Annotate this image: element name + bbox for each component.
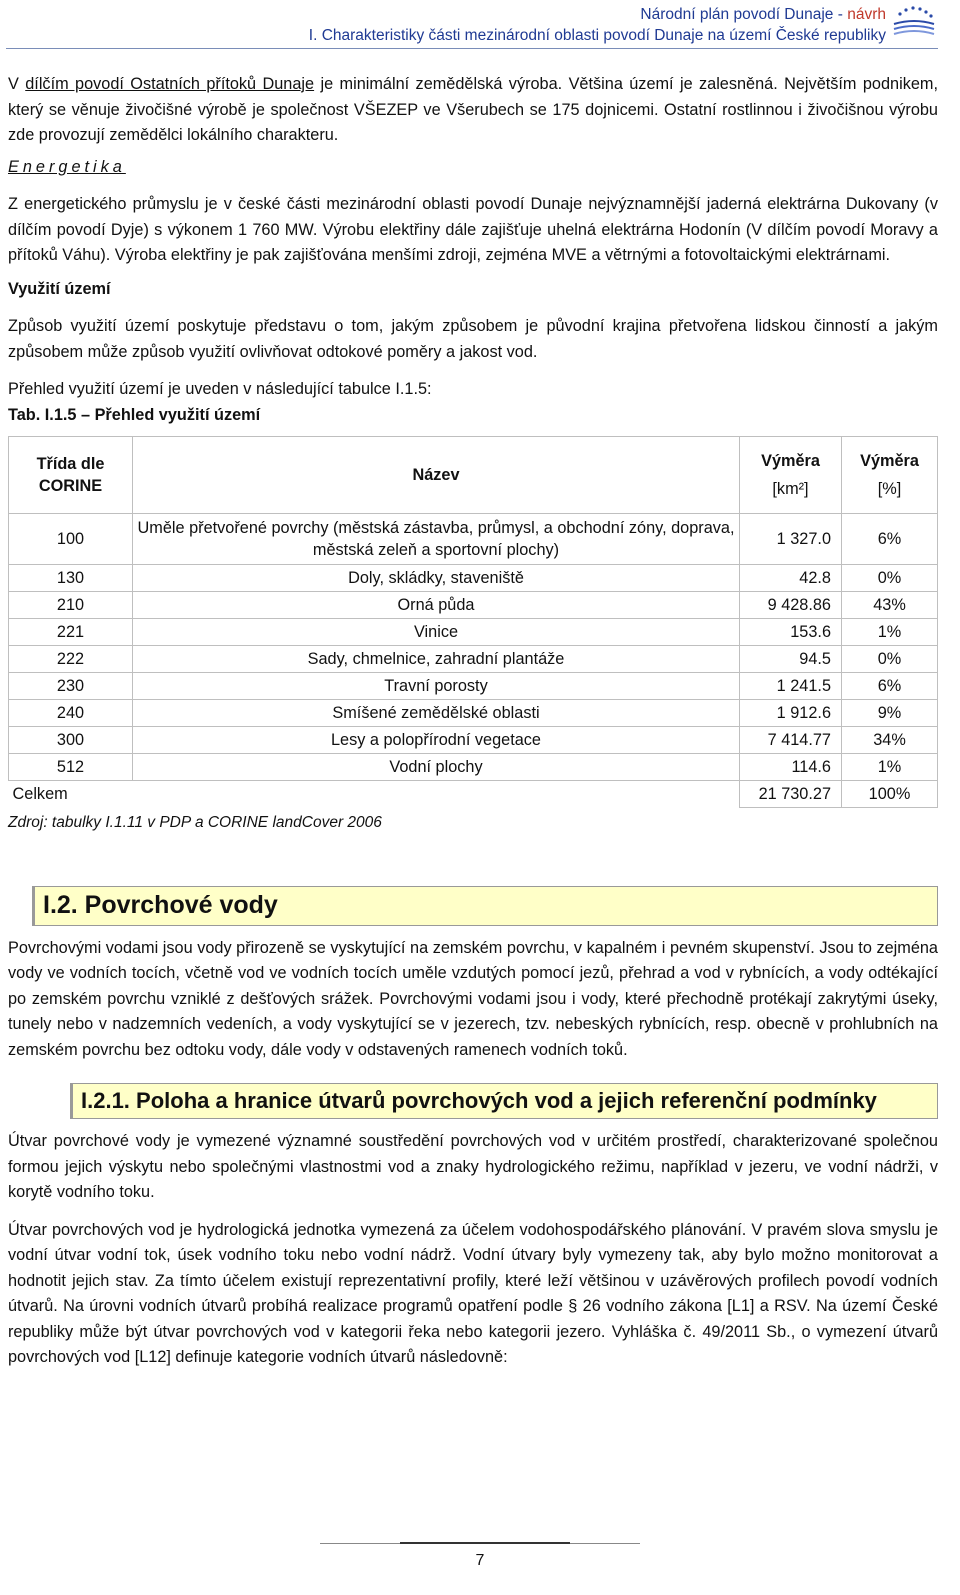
section-i21-paragraph-1: Útvar povrchové vody je vymezené významné soustředění povrchových vod v určitém prostředí, charakterizované společnou formou jejich výskytu nebo společnými vlastnostmi vod a znaky hydrologického režimu, například v jezeru, ve vodní nádrži, v korytě vodního toku. bbox=[8, 1132, 938, 1201]
area-km-label: Výměra bbox=[761, 452, 820, 470]
cell-code: 100 bbox=[9, 514, 133, 565]
table-source: Zdroj: tabulky I.1.11 v PDP a CORINE landCover 2006 bbox=[8, 814, 382, 831]
area-pct-label: Výměra bbox=[860, 452, 919, 470]
col-header-area-km bbox=[740, 437, 842, 514]
area-km-unit: [km²] bbox=[772, 480, 809, 498]
cell-area: 9 428.86 bbox=[740, 592, 842, 619]
table-row bbox=[9, 646, 938, 673]
cell-code: 221 bbox=[9, 619, 133, 646]
cell-name: Doly, skládky, staveniště bbox=[133, 565, 740, 592]
cell-name: Vodní plochy bbox=[133, 754, 740, 781]
header-line-2: I. Charakteristiky části mezinárodní oblasti povodí Dunaje na území České republiky bbox=[308, 27, 886, 44]
header-plan-title: Národní plán povodí Dunaje - bbox=[640, 6, 848, 23]
cell-area: 1 241.5 bbox=[740, 673, 842, 700]
section-i2-title: I.2. Povrchové vody bbox=[43, 890, 278, 919]
total-pct: 100% bbox=[842, 781, 938, 808]
table-row bbox=[9, 619, 938, 646]
cell-pct: 0% bbox=[842, 565, 938, 592]
cell-pct: 1% bbox=[842, 619, 938, 646]
cell-area: 7 414.77 bbox=[740, 727, 842, 754]
main-content bbox=[8, 72, 938, 1371]
cell-code: 230 bbox=[9, 673, 133, 700]
footer-rule-accent bbox=[400, 1542, 570, 1544]
table-header-row bbox=[9, 437, 938, 514]
table-row bbox=[9, 673, 938, 700]
cell-pct: 43% bbox=[842, 592, 938, 619]
cell-area: 42.8 bbox=[740, 565, 842, 592]
cell-area: 153.6 bbox=[740, 619, 842, 646]
section-i21-title: I.2.1. Poloha a hranice útvarů povrchových vod a jejich referenční podmínky bbox=[81, 1088, 877, 1114]
header-draft-label: návrh bbox=[847, 6, 886, 23]
table-row bbox=[9, 727, 938, 754]
cell-name: Travní porosty bbox=[133, 673, 740, 700]
total-area: 21 730.27 bbox=[740, 781, 842, 808]
section-i21-heading bbox=[70, 1083, 938, 1119]
area-pct-unit: [%] bbox=[877, 480, 902, 498]
cell-name: Smíšené zemědělské oblasti bbox=[133, 700, 740, 727]
col-header-area-pct bbox=[842, 437, 938, 514]
intro-lead: V bbox=[8, 75, 26, 93]
table-intro: Přehled využití území je uveden v následující tabulce I.1.5: bbox=[8, 380, 432, 398]
cell-pct: 6% bbox=[842, 514, 938, 565]
cell-area: 114.6 bbox=[740, 754, 842, 781]
cell-pct: 9% bbox=[842, 700, 938, 727]
table-row bbox=[9, 592, 938, 619]
cell-code: 512 bbox=[9, 754, 133, 781]
cell-code: 240 bbox=[9, 700, 133, 727]
section-i2-heading bbox=[32, 886, 938, 926]
cell-code: 130 bbox=[9, 565, 133, 592]
running-header bbox=[309, 4, 886, 46]
col-header-class: Třída dle CORINE bbox=[9, 437, 133, 514]
cell-pct: 0% bbox=[842, 646, 938, 673]
table-row bbox=[9, 700, 938, 727]
page-number: 7 bbox=[475, 1552, 485, 1569]
cell-code: 210 bbox=[9, 592, 133, 619]
cell-area: 1 912.6 bbox=[740, 700, 842, 727]
vyuziti-paragraph: Způsob využití území poskytuje představu o tom, jakým způsobem je původní krajina přetvořena lidskou činností a jakým způsobem může způsob využití ovlivňovat odtokové poměry a jakost vod. bbox=[8, 317, 938, 361]
table-caption: Tab. I.1.5 – Přehled využití území bbox=[8, 405, 261, 424]
cell-pct: 1% bbox=[842, 754, 938, 781]
section-i21-paragraph-2: Útvar povrchových vod je hydrologická jednotka vymezená za účelem vodohospodářského plánování. V pravém slova smyslu je vodní útvar vodní tok, úsek vodního toku nebo vodní nádrž. Vodní útvary byly vymezeny tak, aby bylo možno monitorovat a hodnotit jejich stav. Za tímto účelem existují reprezentativní profily, které leží většinou v uzávěrových profilech povodí vodních útvarů. Na úrovni vodních útvarů probíhá realizace programů opatření podle § 26 vodního zákona [L1] a RSV. Na území České republiky může být útvar povrchových vod v kategorii řeka nebo kategorii jezero. Vyhláška č. 49/2011 Sb., o vymezení útvarů povrchových vod [L12] definuje kategorie vodních útvarů následovně: bbox=[8, 1220, 938, 1366]
cell-area: 1 327.0 bbox=[740, 514, 842, 565]
cell-name: Sady, chmelnice, zahradní plantáže bbox=[133, 646, 740, 673]
land-use-table bbox=[8, 436, 938, 808]
energetika-heading: Energetika bbox=[8, 157, 126, 176]
section-i2-paragraph: Povrchovými vodami jsou vody přirozeně se vyskytující na zemském povrchu, v kapalném i pevném skupenství. Jsou to zejména vody ve vodních tocích, včetně vod ve vodních tocích uměle vzdutých pomocí jezů, přehrad a vod v rybnících, a vody odtékající po zemském povrchu vzniklé z dešťových srážek. Povrchovými vodami jsou i vody, které přechodně protékají zakrytými úseky, tunely nebo v nadzemních vedeních, a vody vyskytující se v jezerech, tzv. nebeských rybnících, resp. obecně v prohlubních na zemském povrchu bez odtoku vody, dále vody v odstavených ramenech vodních toků. bbox=[8, 938, 938, 1059]
header-line-1 bbox=[309, 4, 886, 25]
cell-pct: 34% bbox=[842, 727, 938, 754]
intro-rest: je minimální zemědělská výroba. Většina území je zalesněná. Největším podnikem, který se věnuje živočišné výrobě je společnost VŠEZEP ve Všerubech se 175 dojnicemi. Ostatní rostlinnou i živočišnou výrobu zde provozují zemědělci lokálního charakteru. bbox=[8, 75, 938, 144]
cell-name: Orná půda bbox=[133, 592, 740, 619]
eu-stars-logo-icon bbox=[890, 2, 938, 42]
intro-underlined-subbasin: dílčím povodí Ostatních přítoků Dunaje bbox=[25, 75, 315, 93]
cell-name: Uměle přetvořené povrchy (městská zástavba, průmysl, a obchodní zóny, doprava, městská zeleň a sportovní plochy) bbox=[133, 514, 740, 565]
vyuziti-heading: Využití území bbox=[8, 279, 111, 298]
header-rule bbox=[6, 48, 938, 49]
table-total-row bbox=[9, 781, 938, 808]
cell-name: Lesy a polopřírodní vegetace bbox=[133, 727, 740, 754]
table-row bbox=[9, 514, 938, 565]
energetika-paragraph: Z energetického průmyslu je v české části mezinárodní oblasti povodí Dunaje nejvýznamnější jaderná elektrárna Dukovany (v dílčím povodí Dyje) s výkonem 1 760 MW. Výrobu elektřiny dále zajišťuje uhelná elektrárna Hodonín (V dílčím povodí Moravy a přítoků Váhu). Výroba elektřiny je pak zajišťována menšími zdroji, zejména MVE a větrnými a fotovoltaickými elektrárnami. bbox=[8, 195, 938, 264]
cell-pct: 6% bbox=[842, 673, 938, 700]
cell-name: Vinice bbox=[133, 619, 740, 646]
cell-code: 300 bbox=[9, 727, 133, 754]
intro-paragraph bbox=[8, 72, 938, 149]
table-row bbox=[9, 754, 938, 781]
col-header-name: Název bbox=[133, 437, 740, 514]
cell-area: 94.5 bbox=[740, 646, 842, 673]
total-label: Celkem bbox=[9, 781, 740, 808]
cell-code: 222 bbox=[9, 646, 133, 673]
table-row bbox=[9, 565, 938, 592]
